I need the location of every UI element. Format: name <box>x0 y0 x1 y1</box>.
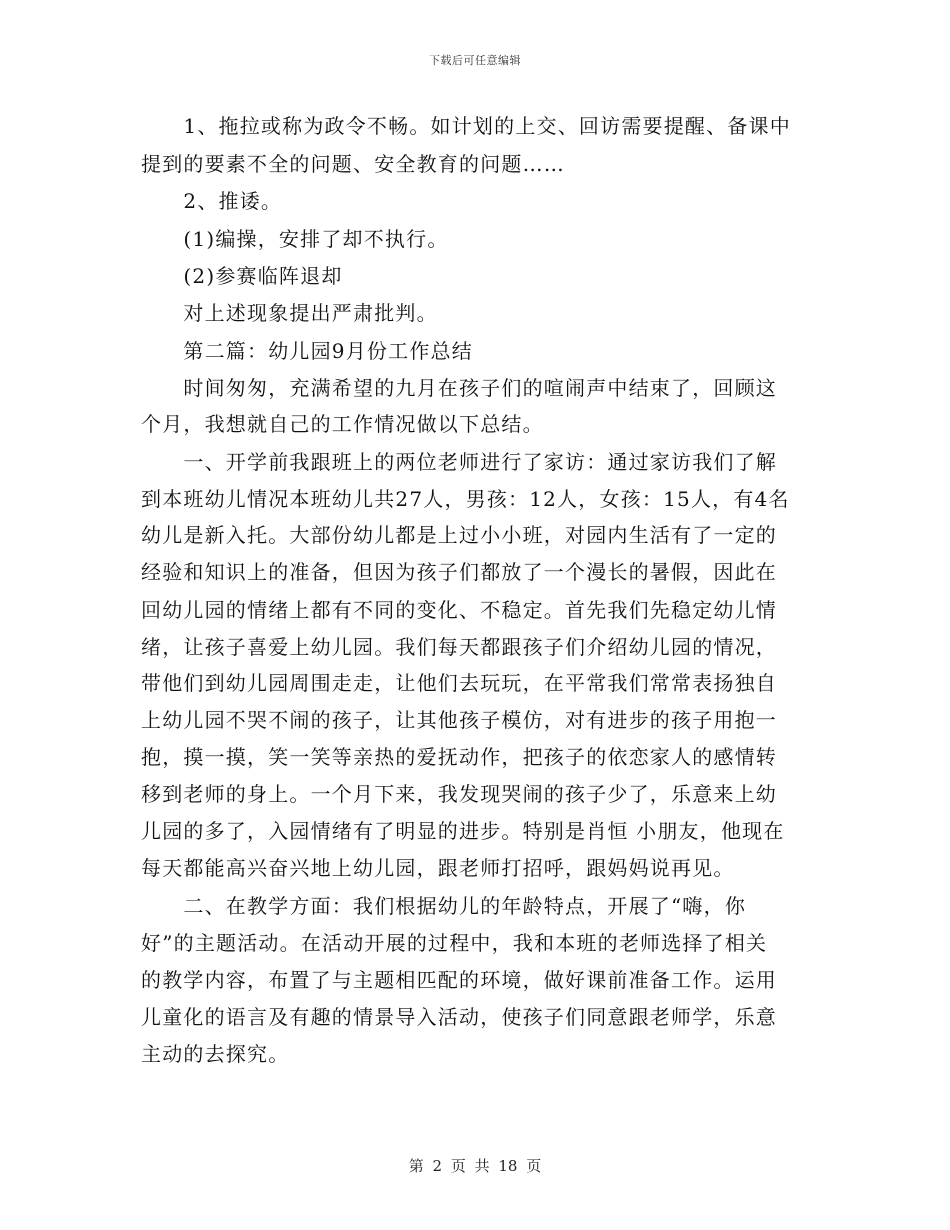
text-line: 上幼儿园不哭不闹的孩子，让其他孩子模仿，对有进步的孩子用抱一 <box>141 708 777 732</box>
text-line: 绪，让孩子喜爱上幼儿园。我们每天都跟孩子们介绍幼儿园的情况， <box>141 635 777 659</box>
section-heading: 第二篇：幼儿园9月份工作总结 <box>141 339 473 363</box>
text-line: (1)编操，安排了却不执行。 <box>141 227 449 251</box>
text-line: 时间匆匆，充满希望的九月在孩子们的喧闹声中结束了，回顾这 <box>141 376 777 400</box>
page-number: 第 2 页 共 18 页 <box>408 1157 542 1175</box>
text-line: 移到老师的身上。一个月下来，我发现哭闹的孩子少了，乐意来上幼 <box>141 782 777 806</box>
text-line: 经验和知识上的准备，但因为孩子们都放了一个漫长的暑假，因此在 <box>141 560 777 584</box>
text-line: 儿童化的语言及有趣的情景导入活动，使孩子们同意跟老师学，乐意 <box>141 1005 777 1029</box>
text-line: 对上述现象提出严肃批判。 <box>141 301 438 325</box>
download-note: 下载后可任意编辑 <box>429 54 521 67</box>
text-line: 一、开学前我跟班上的两位老师进行了家访：通过家访我们了解 <box>141 450 777 474</box>
text-line: 主动的去探究。 <box>141 1042 290 1066</box>
text-line: 到本班幼儿情况本班幼儿共27人，男孩：12人，女孩：15人，有4名 <box>141 487 790 511</box>
text-line: (2)参赛临阵退却 <box>141 264 343 288</box>
text-line: 提到的要素不全的问题、安全教育的问题…… <box>141 152 565 176</box>
text-line: 二、在教学方面：我们根据幼儿的年龄特点，开展了“嗨，你 <box>141 894 747 918</box>
text-line: 的教学内容，布置了与主题相匹配的环境，做好课前准备工作。运用 <box>141 968 777 992</box>
text-line: 个月，我想就自己的工作情况做以下总结。 <box>141 412 544 436</box>
text-line: 1、拖拉或称为政令不畅。如计划的上交、回访需要提醒、备课中 <box>141 114 791 138</box>
text-line: 幼儿是新入托。大部份幼儿都是上过小小班，对园内生活有了一定的 <box>141 523 777 547</box>
text-line: 抱，摸一摸，笑一笑等亲热的爱抚动作，把孩子的依恋家人的感情转 <box>141 745 777 769</box>
text-line: 回幼儿园的情绪上都有不同的变化、不稳定。首先我们先稳定幼儿情 <box>141 598 777 622</box>
text-line: 2、推诿。 <box>141 189 283 213</box>
text-line: 带他们到幼儿园周围走走，让他们去玩玩，在平常我们常常表扬独自 <box>141 671 777 695</box>
text-line: 儿园的多了，入园情绪有了明显的进步。特别是肖恒 小朋友，他现在 <box>141 819 785 843</box>
text-line: 好”的主题活动。在活动开展的过程中，我和本班的老师选择了相关 <box>141 931 768 955</box>
text-line: 每天都能高兴奋兴地上幼儿园，跟老师打招呼，跟妈妈说再见。 <box>141 856 735 880</box>
